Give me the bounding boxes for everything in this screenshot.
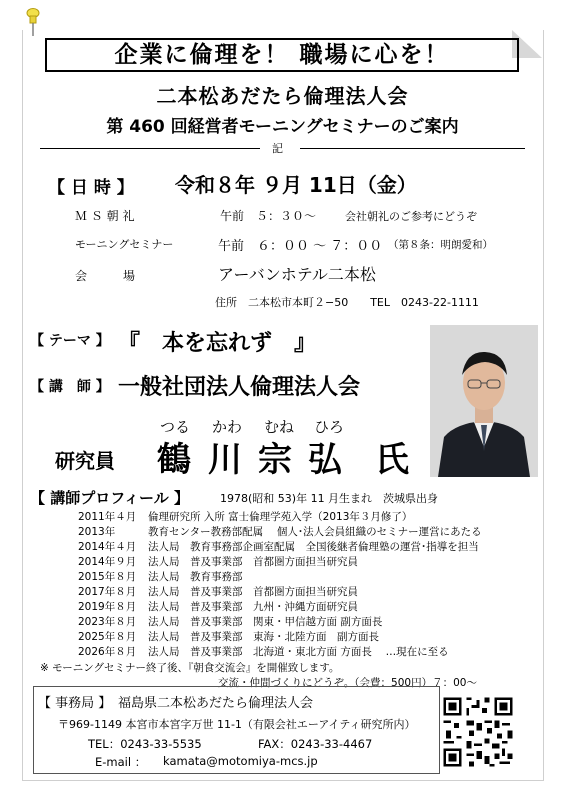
venue-name: アーバンホテル二本松 [218,265,376,284]
ruby-tsuru: つる [160,418,191,436]
ms-time: 午前 ５：３０～ [220,209,317,223]
lecturer-label: 【 講 師 】 [30,379,110,395]
ruby-hiro: ひろ [314,418,345,436]
lecturer-name-char: 川 [208,440,242,480]
history-text: 法人局 普及事業部 北海道・東北方面 方面長 …現在に至る [148,646,449,658]
history-date: 2026年８月 [78,646,137,658]
ms-label: Ｍ Ｓ 朝 礼 [75,209,135,223]
contact-email-label: E-mail ： [95,755,147,769]
venue-label: 会 場 [75,269,136,283]
contact-label: 【 事務局 】 [38,696,112,711]
divider-left [40,148,260,149]
venue-address: 住所 二本松市本町２−50 TEL 0243-22-1111 [215,296,479,309]
lecturer-name-char: 氏 [375,440,409,480]
profile-label: 【 講師プロフィール 】 [30,489,189,507]
history-date: 2014年４月 [78,541,137,553]
datetime-value: 令和８年 ９月 11日（金） [175,173,417,197]
history-date: 2011年４月 [78,511,137,523]
ms-seminar-label: モーニングセミナー [75,238,174,251]
history-date: 2014年９月 [78,556,137,568]
history-text: 法人局 教育事務部 [148,571,243,583]
profile-born: 1978(昭和 53)年 11 月生まれ 茨城県出身 [220,492,439,505]
history-date: 2013年 [78,526,116,538]
lecturer-name-char: 宗 [258,440,292,480]
history-date: 2023年８月 [78,616,137,628]
history-text: 法人局 普及事業部 東海・北陸方面 副方面長 [148,631,379,643]
lecturer-org: 一般社団法人倫理法人会 [118,375,361,400]
organization-title: 二本松あだたら倫理法人会 [156,84,409,108]
history-text: 法人局 普及事業部 首都圏方面担当研究員 [148,556,358,568]
history-text: 法人局 普及事業部 首都圏方面担当研究員 [148,586,358,598]
history-date: 2015年８月 [78,571,137,583]
history-text: 法人局 教育事務部企画室配属 全国後継者倫理塾の運営･指導を担当 [148,541,479,553]
note-fee: 交流・仲間づくりにどうぞ。（会費：500円）７：00～ [218,677,477,689]
history-text: 教育センター教務部配属 個人･法人会員組織のセミナー運営にあたる [148,526,482,538]
lecturer-name-char: 鶴 [157,440,191,480]
history-date: 2025年８月 [78,631,137,643]
contact-org: 福島県二本松あだたら倫理法人会 [118,696,314,711]
ms-note: 会社朝礼のご参考にどうぞ [345,210,477,223]
qr-code-icon[interactable] [441,695,515,769]
history-date: 2017年８月 [78,586,137,598]
ki-mark: 記 [272,142,283,155]
seminar-note: （第８条：明朗愛和） [388,239,493,251]
seminar-time: 午前 ６：００ ～ ７：００ [218,239,383,254]
ruby-kawa: かわ [212,418,243,436]
history-text: 法人局 普及事業部 九州・沖縄方面研究員 [148,601,358,613]
ruby-mune: むね [264,418,295,436]
history-text: 倫理研究所 入所 富士倫理学苑入学（2013年３月修了） [148,511,413,523]
lecturer-photo [430,325,538,477]
datetime-label: 【 日 時 】 [48,178,134,198]
seminar-title: 第 460 回経営者モーニングセミナーのご案内 [106,117,459,137]
divider-right [300,148,525,149]
pushpin-icon [26,8,40,38]
contact-tel: TEL：0243-33-5535 [88,737,202,751]
history-date: 2019年８月 [78,601,137,613]
history-text: 法人局 普及事業部 関東・甲信越方面 副方面長 [148,616,383,628]
contact-address: 〒969-1149 本宮市本宮字万世 11-1（有限会社エーアイティ研究所内） [58,718,416,731]
lecturer-name-char: 弘 [308,440,342,480]
note-breakfast: ※ モーニングセミナー終了後、『朝食交流会』を開催致します。 [40,662,340,674]
contact-fax: FAX：0243-33-4467 [258,737,373,751]
lecturer-title: 研究員 [55,449,115,473]
contact-email[interactable]: kamata@motomiya-mcs.jp [163,754,318,768]
theme-value: 『 本を忘れず 』 [118,331,317,356]
theme-label: 【 テーマ 】 [30,333,110,349]
slogan: 企業に倫理を！ 職場に心を！ [45,38,519,72]
